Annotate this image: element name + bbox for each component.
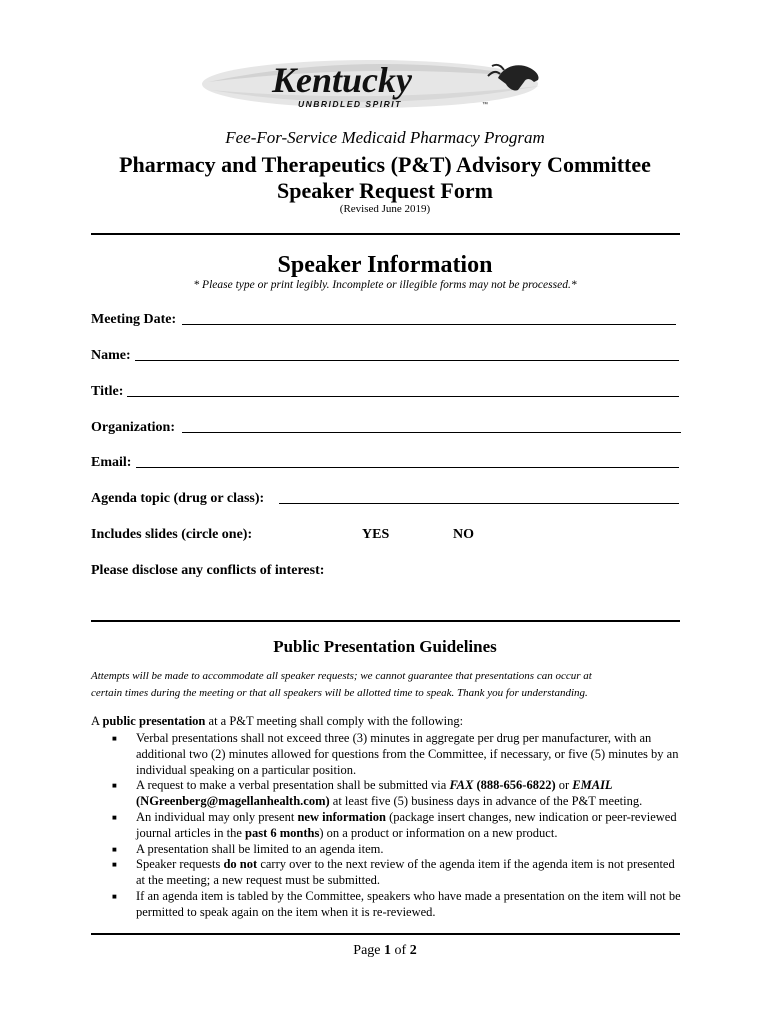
bullet-square-icon: ■ xyxy=(112,860,117,870)
fax-number: (888-656-6822) xyxy=(473,778,556,793)
title-line[interactable] xyxy=(127,396,679,397)
name-label: Name: xyxy=(91,348,131,363)
name-field[interactable] xyxy=(91,348,679,364)
list-item-text: Speaker requests xyxy=(136,857,224,872)
list-item-text: or xyxy=(555,778,573,793)
agenda-topic-field[interactable] xyxy=(91,491,679,507)
title-field[interactable] xyxy=(91,384,679,400)
section-divider xyxy=(91,233,680,235)
list-item-text: A presentation shall be limited to an agenda item. xyxy=(136,841,384,856)
bullet-square-icon: ■ xyxy=(112,734,117,743)
meeting-date-label: Meeting Date: xyxy=(91,312,177,327)
list-item xyxy=(110,778,682,810)
agenda-topic-line[interactable] xyxy=(279,503,679,504)
email-field[interactable] xyxy=(91,455,679,471)
list-item-text: carry over to the next review of the agenda item if the agenda item is not presented at the meeting; a new request must be submitted. xyxy=(136,857,675,888)
slides-no-option[interactable]: NO xyxy=(453,527,474,542)
list-item xyxy=(110,731,682,778)
bullet-square-icon: ■ xyxy=(112,781,117,791)
kentucky-logo xyxy=(200,52,570,114)
fax-label: FAX xyxy=(449,778,474,793)
page-word: Page xyxy=(353,943,385,958)
organization-label: Organization: xyxy=(91,420,175,435)
bullet-square-icon: ■ xyxy=(112,891,117,901)
guidelines-intro-line2: certain times during the meeting or that all speakers will be allotted time to speak. Thank you for understanding. xyxy=(91,687,588,699)
conflicts-of-interest-label: Please disclose any conflicts of interest: xyxy=(91,563,325,578)
form-title-line1: Pharmacy and Therapeutics (P&T) Advisory Committee xyxy=(119,152,651,177)
bullet-square-icon: ■ xyxy=(112,812,117,822)
list-item-text: If an agenda item is tabled by the Committee, speakers who have made a presentation on the item will not be permitted to speak again on the item when it is re-reviewed. xyxy=(136,888,681,919)
email-label-text: EMAIL xyxy=(572,778,613,793)
list-item-text: ) on a product or information on a new product. xyxy=(319,825,558,840)
form-instruction: * Please type or print legibly. Incomplete or illegible forms may not be processed.* xyxy=(193,279,577,291)
list-item-text: An individual may only present xyxy=(136,809,298,824)
program-name: Fee-For-Service Medicaid Pharmacy Program xyxy=(225,128,545,147)
meeting-date-field[interactable] xyxy=(91,312,676,328)
organization-field[interactable] xyxy=(91,420,681,436)
form-title-line2: Speaker Request Form xyxy=(277,178,493,203)
agenda-topic-label: Agenda topic (drug or class): xyxy=(91,491,265,506)
organization-line[interactable] xyxy=(182,432,681,433)
page-total: 2 xyxy=(409,943,417,958)
list-item-text: A request to make a verbal presentation shall be submitted via xyxy=(136,778,450,793)
name-line[interactable] xyxy=(135,360,679,361)
page-number xyxy=(0,943,770,959)
page-current: 1 xyxy=(384,943,392,958)
slides-label: Includes slides (circle one): xyxy=(91,527,253,542)
list-item xyxy=(110,857,682,889)
list-item-text: at least five (5) business days in advance of the P&T meeting. xyxy=(329,794,643,809)
section-title-speaker-information: Speaker Information xyxy=(277,252,493,278)
list-item xyxy=(110,889,682,921)
logo-trademark: ™ xyxy=(482,102,488,108)
lead-emphasis: public presentation xyxy=(102,714,206,728)
bullet-square-icon: ■ xyxy=(112,844,117,854)
section-divider xyxy=(91,620,680,622)
page-of: of xyxy=(391,943,410,958)
email-address: (NGreenberg@magellanhealth.com) xyxy=(136,794,330,809)
title-label: Title: xyxy=(91,384,124,399)
guidelines-lead xyxy=(91,714,681,730)
guidelines-intro-line1: Attempts will be made to accommodate all speaker requests; we cannot guarantee that presentations can occur at xyxy=(91,670,592,682)
slides-yes-option[interactable]: YES xyxy=(362,527,390,542)
email-line[interactable] xyxy=(136,467,679,468)
emphasis-do-not: do not xyxy=(223,857,258,872)
guidelines-list xyxy=(110,731,682,921)
footer-divider xyxy=(91,933,680,935)
logo-wordmark: Kentucky xyxy=(272,60,412,100)
list-item xyxy=(110,842,682,858)
lead-text: A xyxy=(91,714,103,728)
section-title-guidelines: Public Presentation Guidelines xyxy=(273,637,497,656)
list-item-text: Verbal presentations shall not exceed three (3) minutes in aggregate per drug per manufacturer, with an additional two (2) minutes allowed for questions from the Committee, if necessary, or five (5) minutes by an individual speaking on a particular position. xyxy=(136,731,679,777)
list-item-text: (package insert changes, new indication or peer-reviewed journal articles in the xyxy=(136,809,677,840)
emphasis-new-information: new information xyxy=(297,809,386,824)
email-label: Email: xyxy=(91,455,132,470)
emphasis-past-6-months: past 6 months xyxy=(245,825,320,840)
meeting-date-line[interactable] xyxy=(182,324,676,325)
revision-date: (Revised June 2019) xyxy=(339,203,431,215)
lead-text-rest: at a P&T meeting shall comply with the following: xyxy=(205,714,464,728)
guidelines-intro xyxy=(91,668,681,702)
list-item xyxy=(110,810,682,842)
logo-tagline: UNBRIDLED SPIRIT xyxy=(298,99,402,109)
